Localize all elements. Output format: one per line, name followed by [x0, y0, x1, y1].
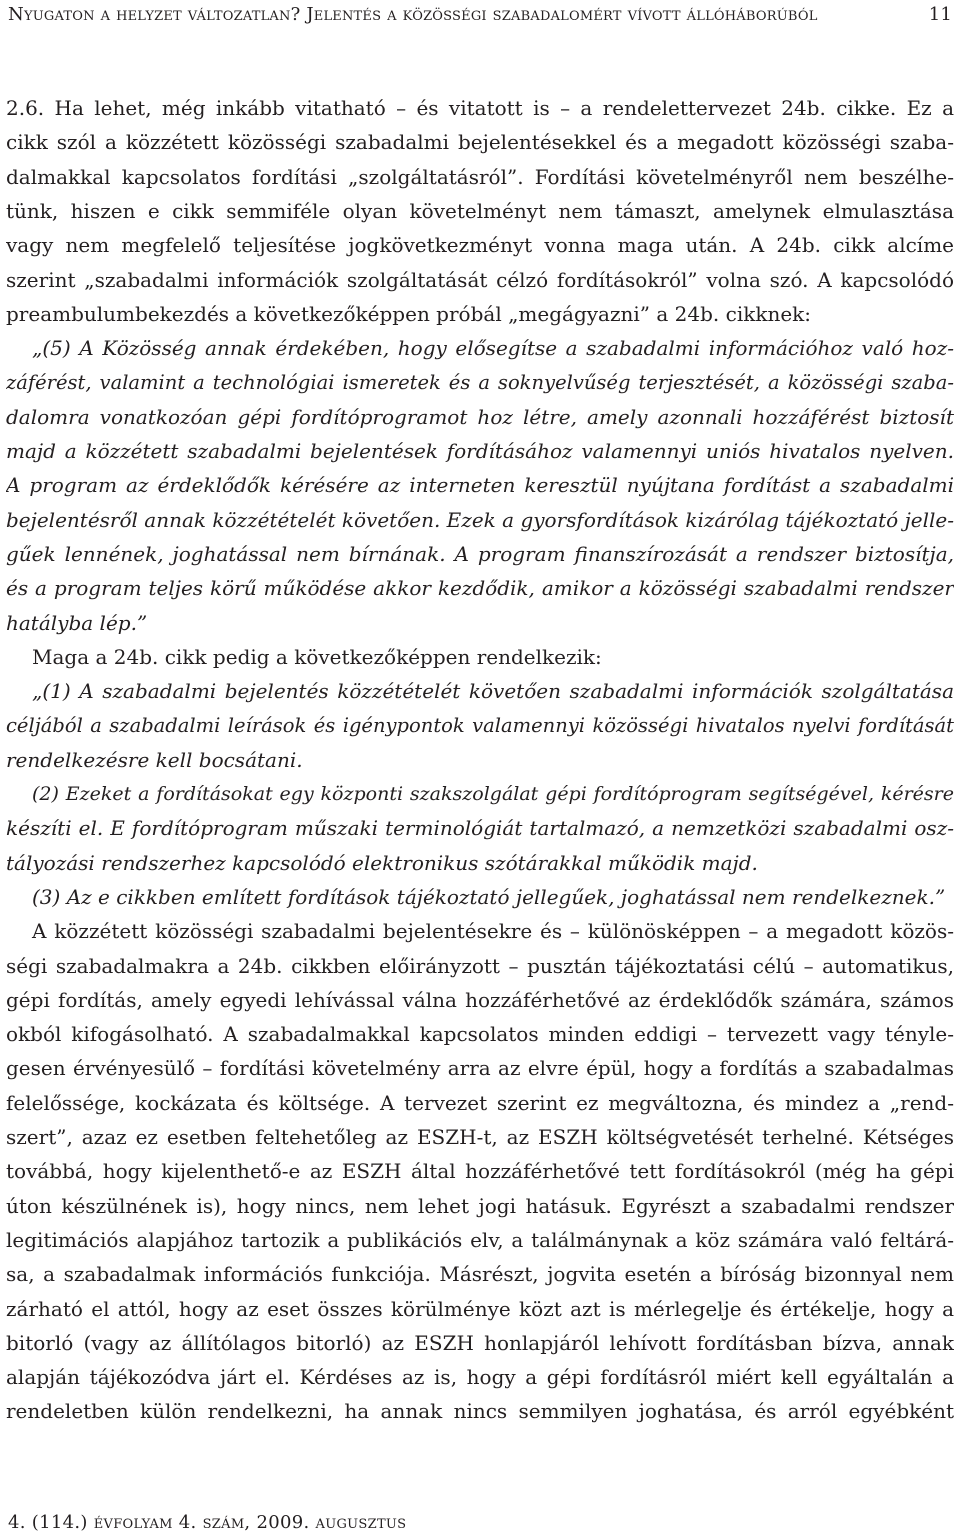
text-line: céljából a szabadalmi leírások és igénypontok valamennyi közösségi hivatalos nyelvi fordítását [6, 714, 954, 738]
text-line: rendeletben külön rendelkezni, ha annak nincs semmilyen joghatása, és arról egyébként [6, 1399, 954, 1424]
text-line: „(5) A Közösség annak érdekében, hogy elősegítse a szabadalmi információhoz való hoz- [32, 336, 954, 361]
text-line: ségi szabadalmakra a 24b. cikkben előirányzott – pusztán tájékoztatási célú – automatikus, [6, 953, 954, 978]
text-line: A közzétett közösségi szabadalmi bejelentésekre és – különösképpen – a megadott közös- [32, 919, 954, 944]
text-line: legitimációs alapjához tartozik a publikációs elv, a találmánynak a köz számára való feltárá- [6, 1227, 954, 1252]
text-line: úton készülnének is), hogy nincs, nem lehet jogi hatásuk. Egyrészt a szabadalmi rendszer [6, 1193, 954, 1218]
text-line: dalmakkal kapcsolatos fordítási „szolgáltatásról”. Fordítási követelményről nem beszélhe- [6, 164, 954, 189]
text-line: Maga a 24b. cikk pedig a következőképpen rendelkezik: [32, 644, 602, 669]
issue-footer: 4. (114.) évfolyam 4. szám, 2009. augusztus [8, 1512, 407, 1533]
text-line: készíti el. E fordítóprogram műszaki terminológiát tartalmazó, a nemzetközi szabadalmi osz- [6, 816, 954, 841]
text-line: továbbá, hogy kijelenthető-e az ESZH által hozzáférhetővé tett fordításokról (még ha gépi [6, 1159, 954, 1184]
text-line: bejelentésről annak közzétételét követően. Ezek a gyorsfordítások kizárólag tájékoztató jelle- [6, 507, 954, 532]
text-line: cikk szól a közzétett közösségi szabadalmi bejelentésekkel és a megadott közösségi szaba- [6, 130, 954, 155]
text-line: hatályba lép.” [6, 610, 148, 635]
text-line: preambulumbekezdés a következőképpen próbál „megágyazni” a 24b. cikknek: [6, 301, 812, 326]
page-number: 11 [928, 4, 952, 25]
text-line: dalomra vonatkozóan gépi fordítóprogramot hoz létre, amely azonnali hozzáférést biztosít [6, 404, 954, 429]
text-line: alapján tájékozódva járt el. Kérdéses az is, hogy a gépi fordításról miért kell egyáltalán a [6, 1365, 954, 1390]
text-line: tünk, hiszen e cikk semmiféle olyan követelményt nem támaszt, amelynek elmulasztása [6, 198, 954, 223]
text-line: szert”, azaz ez esetben feltehetőleg az ESZH-t, az ESZH költségvetését terhelné. Kétséges [6, 1125, 954, 1149]
text-line: gépi fordítás, amely egyedi lehívással válna hozzáférhetővé az érdeklődők számára, számos [6, 987, 954, 1012]
text-line: gűek lennének, joghatással nem bírnának. A program finanszírozását a rendszer biztosítja, [6, 541, 954, 566]
text-line: „(1) A szabadalmi bejelentés közzétételét követően szabadalmi információk szolgáltatása [32, 679, 954, 704]
text-line: és a program teljes körű működése akkor kezdődik, amikor a közösségi szabadalmi rendszer [6, 576, 954, 601]
text-line: gesen érvényesülő – fordítási követelmény arra az elvre épül, hogy a fordítás a szabadalmas [6, 1056, 954, 1081]
text-line: tályozási rendszerhez kapcsolódó elektronikus szótárakkal működik majd. [6, 850, 758, 875]
text-line: okból kifogásolható. A szabadalmakkal kapcsolatos minden eddigi – tervezett vagy tényle- [6, 1022, 954, 1047]
text-line: (3) Az e cikkben említett fordítások tájékoztató jellegűek, joghatással nem rendelkeznek.” [32, 884, 946, 909]
text-line: szerint „szabadalmi információk szolgáltatását célzó fordításokról” volna szó. A kapcsolódó [6, 267, 954, 292]
text-line: vagy nem megfelelő teljesítése jogkövetkezményt vonna maga után. A 24b. cikk alcíme [6, 233, 954, 258]
text-line: felelőssége, kockázata és költsége. A tervezet szerint ez megváltozna, és mindez a „rend- [6, 1090, 954, 1115]
text-line: záférést, valamint a technológiai ismeretek és a soknyelvűség terjesztését, a közösségi szaba- [6, 371, 954, 395]
running-header [8, 0, 952, 30]
text-line: sa, a szabadalmak információs funkciója. Másrészt, jogvita esetén a bíróság bizonnyal nem [6, 1262, 954, 1287]
running-title: Nyugaton a helyzet változatlan? Jelentés a közösségi szabadalomért vívott állóháborúból [8, 4, 818, 25]
text-line: 2.6. Ha lehet, még inkább vitatható – és vitatott is – a rendelettervezet 24b. cikke. Ez a [6, 96, 954, 120]
text-line: majd a közzétett szabadalmi bejelentések fordításához valamennyi uniós hivatalos nyelven. [6, 439, 954, 463]
text-line: (2) Ezeket a fordításokat egy központi szakszolgálat gépi fordítóprogram segítségével, kérésre [32, 783, 954, 805]
text-line: zárható el attól, hogy az eset összes körülménye közt azt is mérlegelje és értékelje, hogy a [6, 1296, 954, 1321]
text-line: rendelkezésre kell bocsátani. [6, 747, 303, 772]
text-line: bitorló (vagy az állítólagos bitorló) az ESZH honlapjáról lehívott fordításban bízva, annak [6, 1330, 954, 1355]
text-line: A program az érdeklődők kérésére az interneten keresztül nyújtana fordítást a szabadalmi [6, 473, 954, 498]
